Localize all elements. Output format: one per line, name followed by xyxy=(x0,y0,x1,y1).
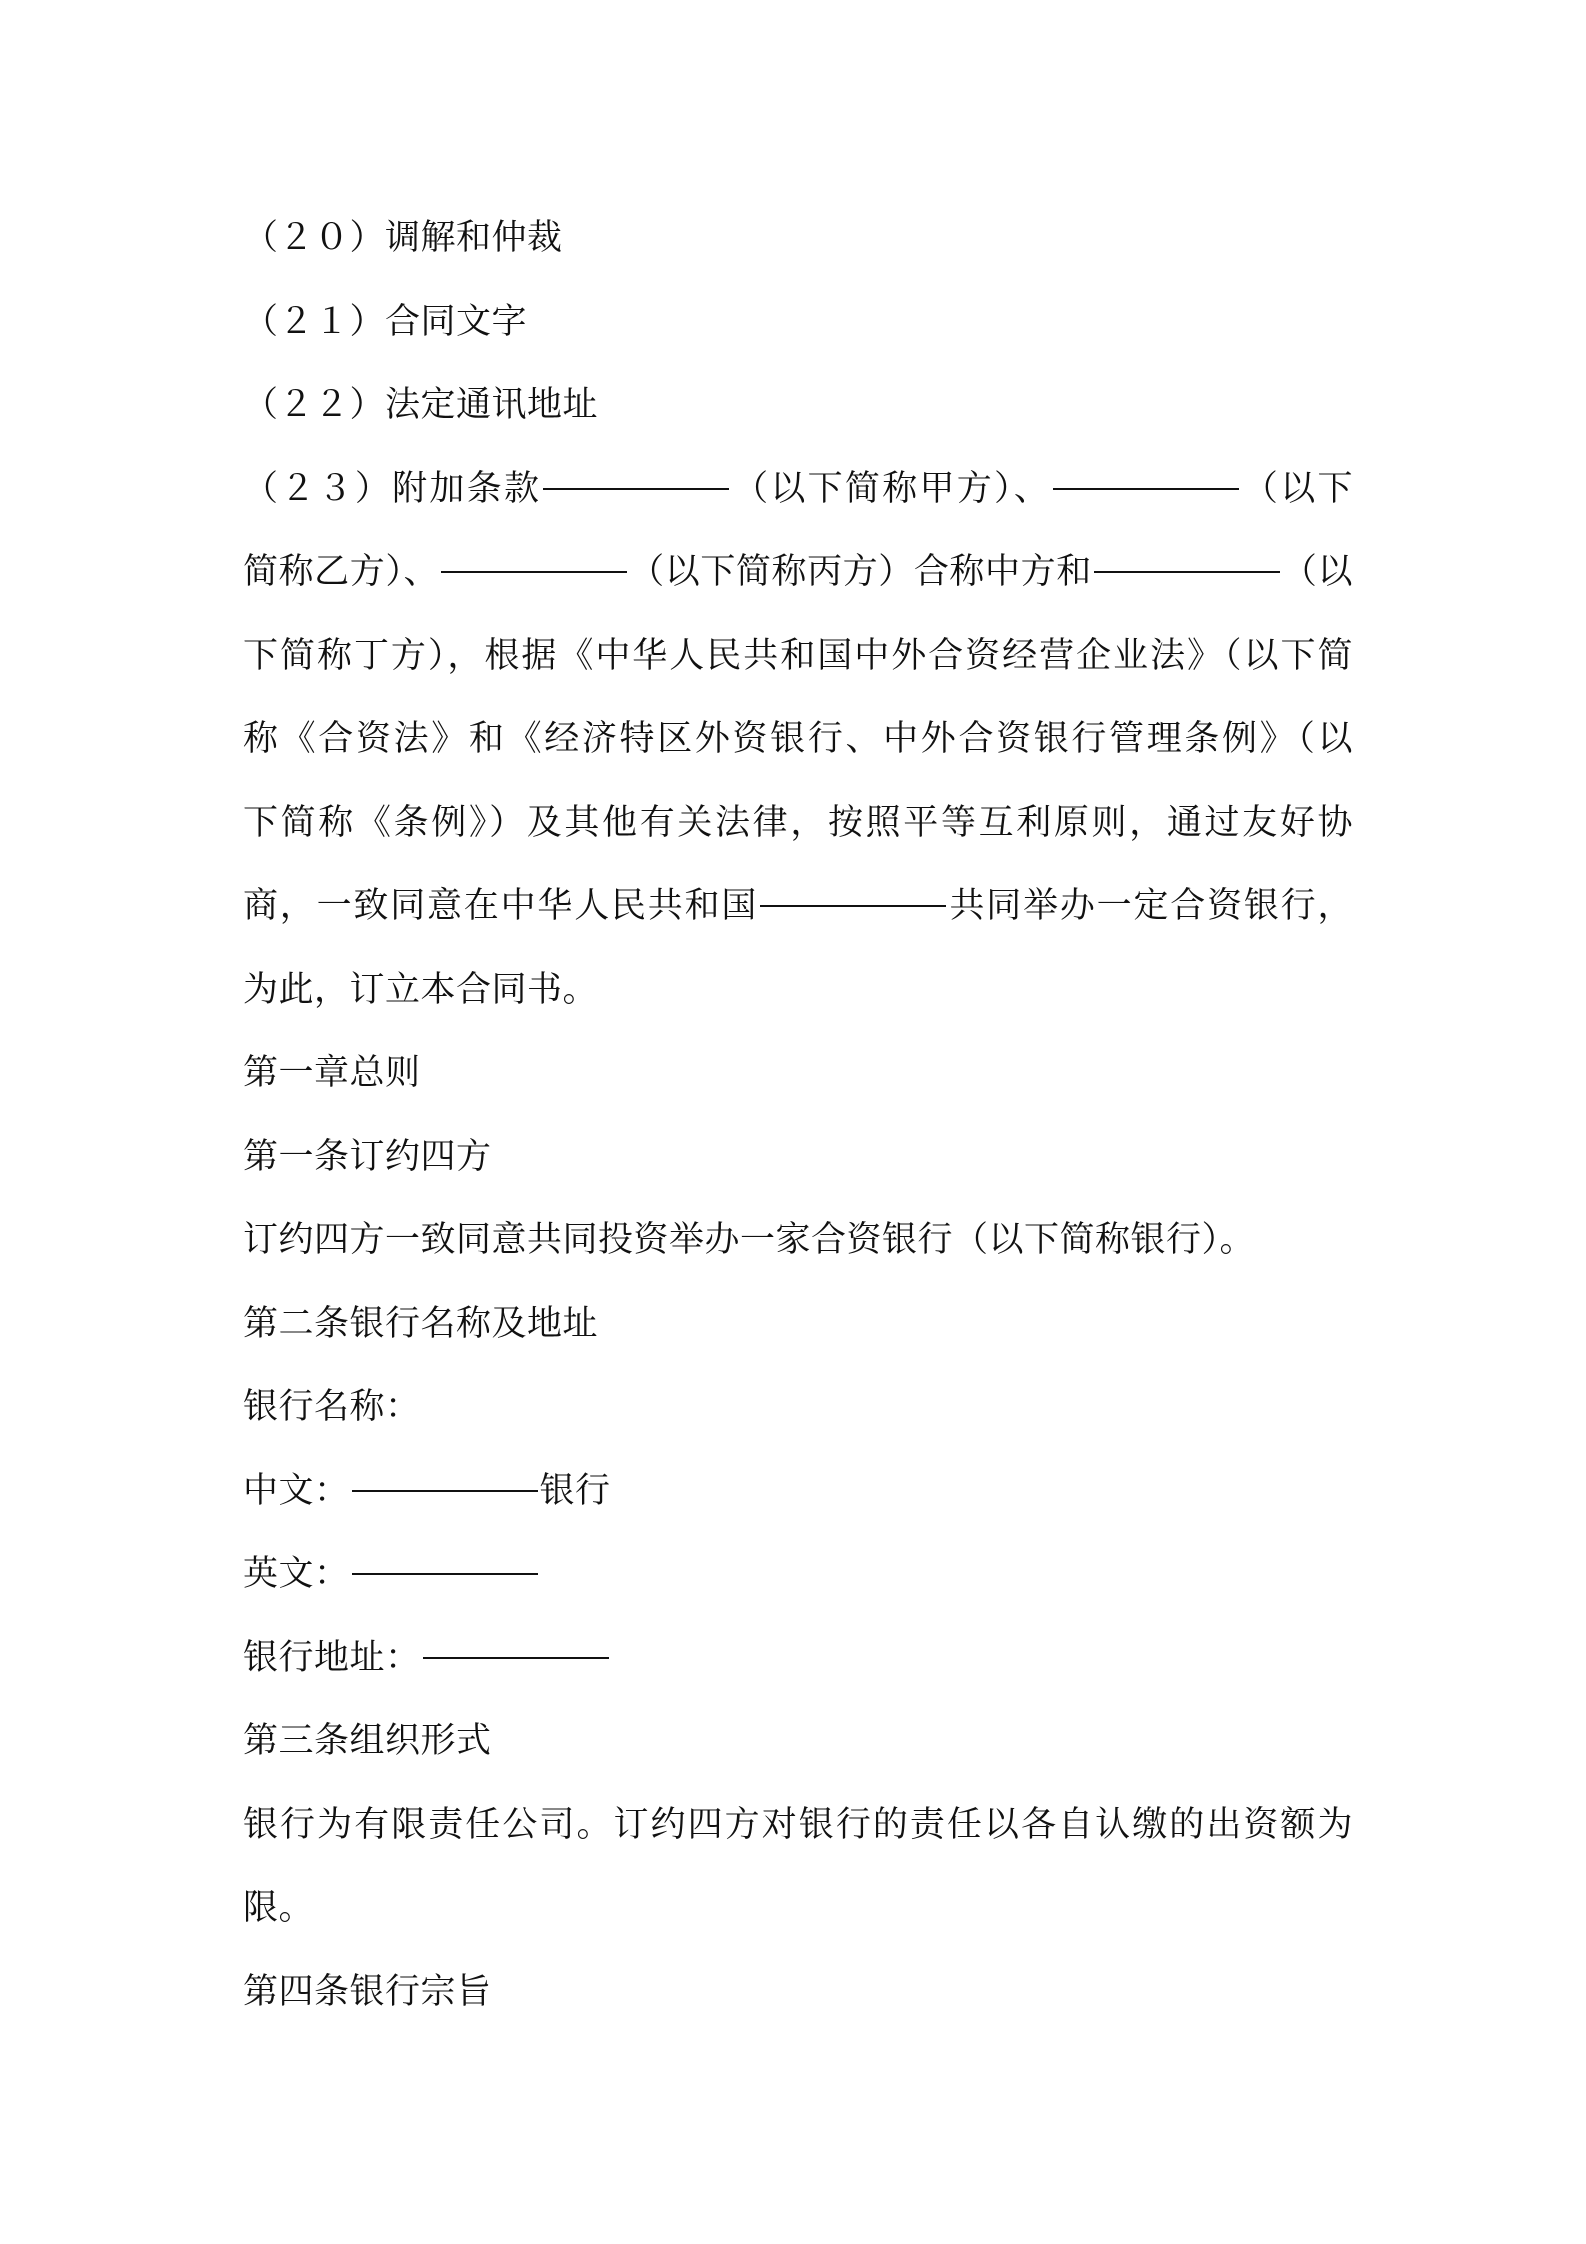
fill-blank-location xyxy=(760,904,946,907)
intro-line-3: 下简称丁方），根据《中华人民共和国中外合资经营企业法》（以下简 xyxy=(243,635,1353,676)
intro-line-6 xyxy=(243,865,1353,949)
fill-blank-party-d xyxy=(1094,570,1280,573)
intro-line-2 xyxy=(243,531,1353,615)
toc-item-21: （２１）合同文字 xyxy=(243,301,528,342)
toc-item-22: （２２）法定通讯地址 xyxy=(243,385,599,425)
english-name-row xyxy=(243,1533,1353,1617)
bank-address-row xyxy=(243,1617,1353,1701)
article-title: 第四条银行宗旨 xyxy=(243,1971,492,2012)
article-title: 第二条银行名称及地址 xyxy=(243,1303,599,1344)
article-body: 银行为有限责任公司。订约四方对银行的责任以各自认缴的出资额为 xyxy=(243,1804,1353,1845)
article-body: 订约四方一致同意共同投资举办一家合资银行（以下简称银行）。 xyxy=(243,1220,1256,1260)
intro-text: （以 xyxy=(1281,552,1353,592)
address-label: 银行地址： xyxy=(243,1637,421,1678)
chapter-title: 第一章总则 xyxy=(243,1053,421,1093)
intro-line-1 xyxy=(243,448,1353,532)
intro-line-4: 称《合资法》和《经济特区外资银行、中外合资银行管理条例》（以 xyxy=(243,719,1353,759)
intro-text: 简称乙方）、 xyxy=(243,552,440,592)
document-body xyxy=(243,197,1353,2034)
fill-blank-english-name xyxy=(352,1572,538,1575)
intro-line-5: 下简称《条例》）及其他有关法律，按照平等互利原则，通过友好协 xyxy=(243,802,1353,843)
article-title: 第一条订约四方 xyxy=(243,1136,492,1177)
intro-text: （以下 xyxy=(1241,468,1353,509)
chinese-name-row xyxy=(243,1450,1353,1534)
fill-blank-party-c xyxy=(441,570,627,573)
fill-blank-chinese-name xyxy=(352,1489,538,1492)
english-label: 英文： xyxy=(243,1554,350,1594)
bank-name-label: 银行名称： xyxy=(243,1387,421,1427)
intro-line-7: 为此，订立本合同书。 xyxy=(243,969,599,1010)
intro-text: （以下简称甲方）、 xyxy=(731,468,1052,509)
intro-text: 共同举办一定合资银行， xyxy=(948,886,1353,926)
intro-text: （以下简称丙方）合称中方和 xyxy=(629,552,1092,592)
chinese-suffix: 银行 xyxy=(539,1470,611,1511)
fill-blank-party-a xyxy=(543,487,729,490)
toc-item-20: （２０）调解和仲裁 xyxy=(243,218,563,258)
fill-blank-address xyxy=(423,1656,609,1659)
intro-text: 商，一致同意在中华人民共和国 xyxy=(243,886,759,926)
fill-blank-party-b xyxy=(1053,487,1239,490)
chinese-label: 中文： xyxy=(243,1470,350,1511)
article-body: 限。 xyxy=(243,1888,315,1928)
intro-text: （２３）附加条款 xyxy=(243,468,542,509)
article-title: 第三条组织形式 xyxy=(243,1721,492,1761)
